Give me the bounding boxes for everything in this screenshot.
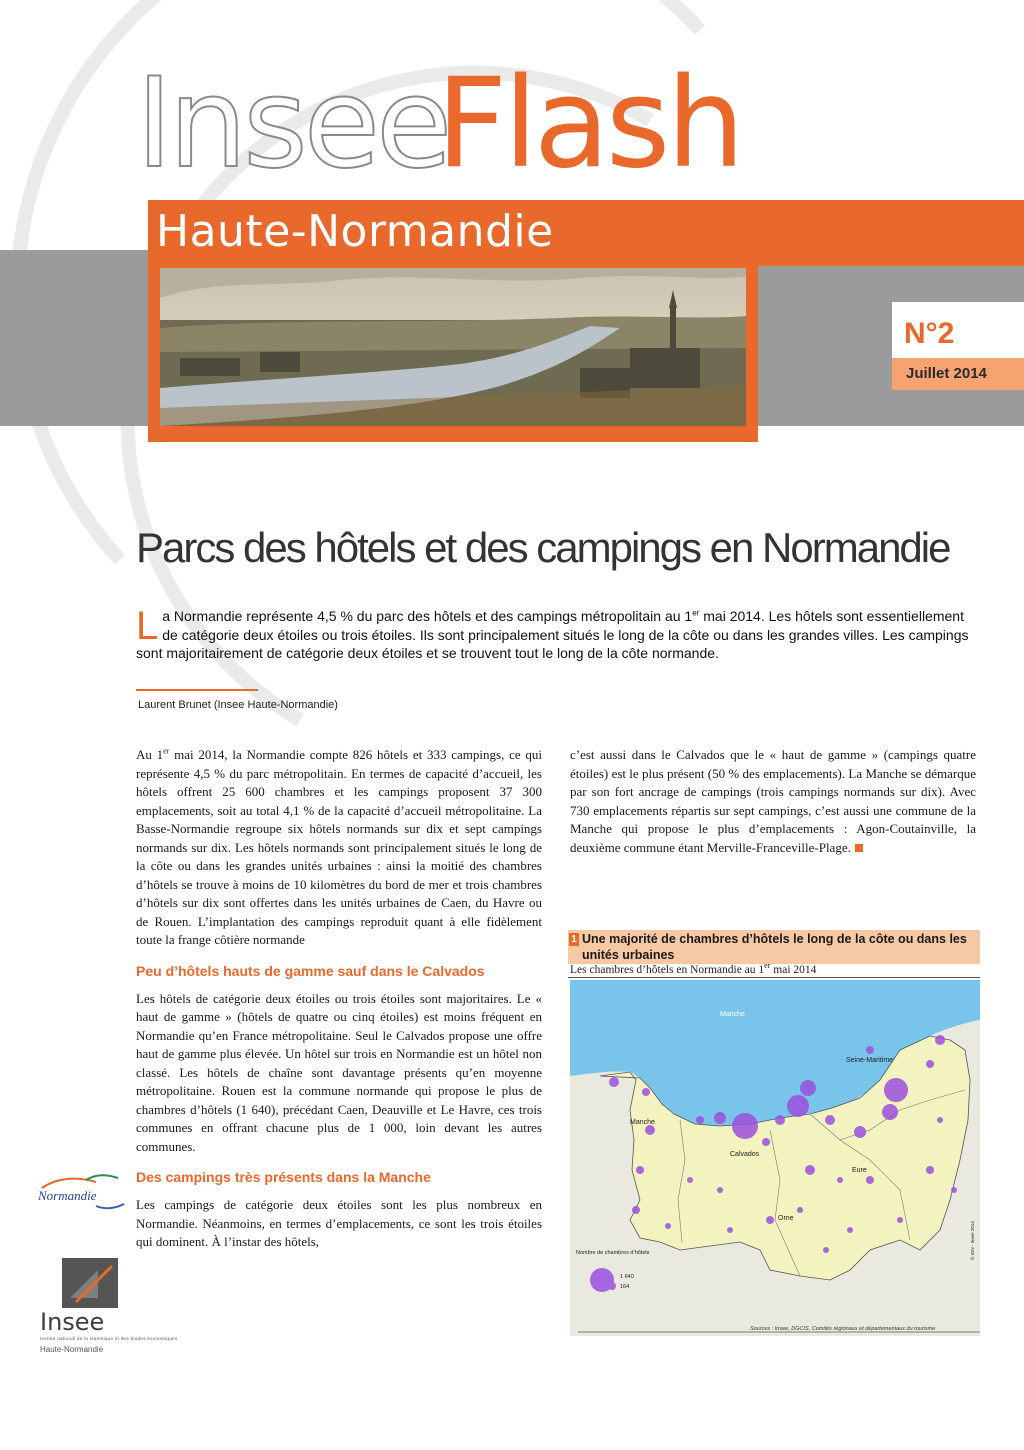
article-lead	[136, 604, 976, 663]
label-calvados: Calvados	[730, 1151, 760, 1158]
issue-box	[892, 302, 1024, 426]
p4-text: c’est aussi dans le Calvados que le « haut de gamme » (campings quatre étoiles) est le plus présent (50 % des emplacements). La Manche se démarque par son fort ancrage de campings (trois campings normands sur dix). Avec 730 emplacements répartis sur sept campings, c’est aussi une commune de la Manche qui propose le plus d’emplacements : Agon-Coutainville, la deuxième commune étant Merville-Franceville-Plage.	[570, 747, 976, 855]
legend-value-large: 1 640	[620, 1274, 634, 1280]
label-eure: Eure	[852, 1167, 867, 1174]
figure-number: 1	[569, 933, 579, 946]
subtitle-text-2: mai 2014	[770, 964, 817, 976]
article-title: Parcs des hôtels et des campings en Normandie	[136, 524, 950, 571]
p1-sup: er	[163, 746, 170, 756]
p1-text-2: mai 2014, la Normandie compte 826 hôtels et 333 campings, ce qui représente 4,5 % du parc métropolitain. En termes de capacité d’accueil, les hôtels offrent 25 600 chambres et les campings proposent 37 300 emplacements, soit au total 4,1 % de la capacité d’accueil métropolitaine. La Basse-Normandie regroupe six hôtels normands sur dix et sept campings normands sur dix. Les hôtels normands sont principalement situés le long de la côte ou dans les grandes unités urbaines : ainsi la moitié des chambres d’hôtels se trouve à moins de 10 kilomètres du bord de mer et trois chambres d’hôtels sur dix sont offertes dans les unités urbaines de Caen, du Havre ou de Rouen. L’implantation des campings reproduit quant à elle fidèlement toute la frange côtière normande	[136, 747, 543, 947]
subheading-hotels: Peu d’hôtels hauts de gamme sauf dans le Calvados	[136, 962, 485, 979]
subheading-campings: Des campings très présents dans la Manche	[136, 1169, 431, 1185]
issue-date: Juillet 2014	[906, 365, 987, 382]
subtitle-sup: er	[764, 961, 771, 971]
map-source: Sources : Insee, DGCIS, Comités régionaux et départementaux du tourisme	[750, 1326, 936, 1332]
figure-1	[568, 930, 980, 1340]
figure-title: Une majorité de chambres d’hôtels le long de la côte ou dans les unités urbaines	[582, 932, 967, 962]
drop-cap: L	[136, 604, 159, 648]
paragraph-2: Les hôtels de catégorie deux étoiles ou trois étoiles sont majoritaires. Le « haut de gamme » (hôtels de quatre ou cinq étoiles) est moins fréquent en Normandie qu’en France métropolitaine. Seul le Calvados propose une offre haut de gamme plus élevée. Un hôtel sur trois en Normandie est un hôtel non classé. Les hôtels de chaîne sont davantage présents qu’en moyenne métropolitaine. Rouen est la commune normande qui propose le plus de chambres d’hôtels (1 640), précédant Caen, Deauville et Le Havre, ces trois communes en offrant chacune plus de 1 000, loin devant les autres communes.	[136, 990, 542, 1154]
edition-title: Haute-Normandie	[156, 206, 554, 257]
normandie-logo-text: Normandie	[38, 1188, 97, 1203]
figure-rule	[568, 977, 980, 978]
insee-region: Haute-Normandie	[40, 1345, 104, 1354]
body-column-right	[570, 746, 976, 857]
brand-insee: Insee	[136, 52, 449, 196]
paragraph-1	[136, 746, 542, 950]
label-manche: Manche	[630, 1119, 655, 1126]
author-line: Laurent Brunet (Insee Haute-Normandie)	[138, 699, 338, 711]
issue-number: N°2	[904, 317, 955, 350]
label-sea: Manche	[720, 1011, 745, 1018]
subtitle-text-1: Les chambres d’hôtels en Normandie au 1	[570, 964, 765, 976]
brand-flash: Flash	[436, 52, 741, 196]
city-panorama-photo	[160, 268, 746, 426]
insee-tagline: Institut national de la statistique et des études économiques	[40, 1336, 178, 1341]
body-column-left	[136, 746, 542, 1252]
normandy-hotel-rooms-map	[570, 980, 980, 1336]
legend-value-small: 164	[620, 1284, 630, 1290]
paragraph-3: Les campings de catégorie deux étoiles sont les plus nombreux en Normandie. Néanmoins, en termes d’emplacements, ce sont les trois étoiles qui dominent. À l’instar des hôtels,	[136, 1197, 542, 1249]
label-seine-maritime: Seine-Maritime	[846, 1057, 894, 1064]
lead-text-1: a Normandie représente 4,5 % du parc des hôtels et des campings métropolitain au 1	[162, 608, 693, 624]
p1-text-1: Au 1	[136, 747, 164, 762]
end-of-article-mark	[855, 844, 863, 852]
insee-logo-word: Insee	[40, 1308, 105, 1336]
legend-title: Nombre de chambres d’hôtels	[576, 1250, 650, 1256]
lead-text-2: mai 2014. Les hôtels sont essentiellement de catégorie deux étoiles ou trois étoiles. Ils sont principalement situés le long de la côte ou dans les grandes villes. Les campings sont majoritairement de catégorie deux étoiles et se trouvent tout le long de la côte normande.	[136, 608, 969, 661]
map-credit: © IGN - Insee 2014	[970, 1221, 975, 1260]
figure-subtitle	[570, 963, 816, 977]
lead-divider	[136, 689, 258, 691]
lead-sup: er	[692, 608, 700, 618]
paragraph-4	[570, 746, 976, 857]
label-orne: Orne	[778, 1215, 794, 1222]
